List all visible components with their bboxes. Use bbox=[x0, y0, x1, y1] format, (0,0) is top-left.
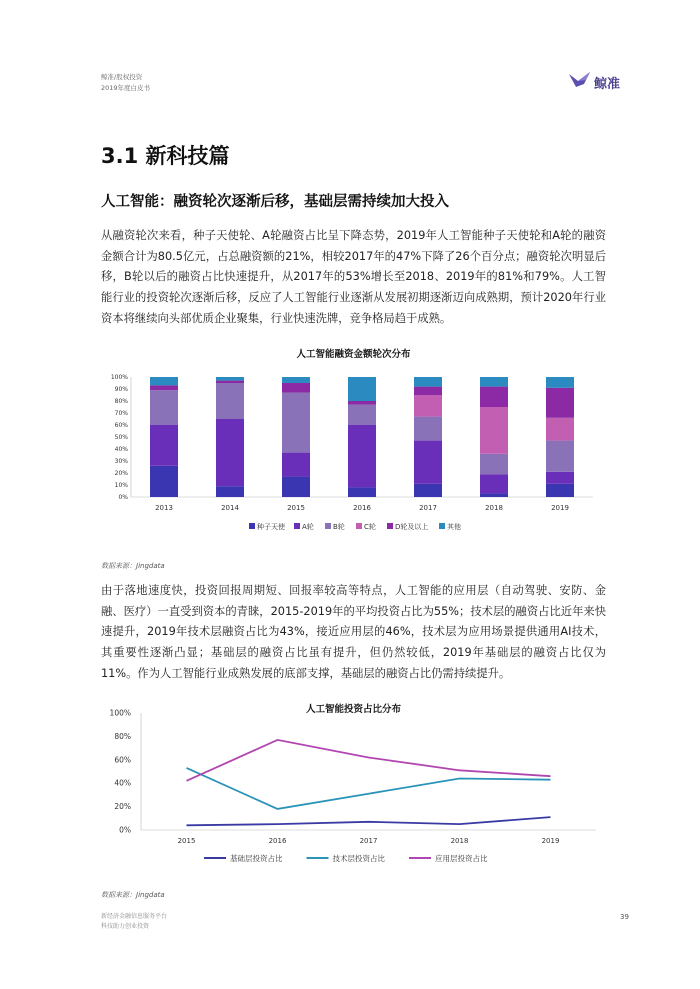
bar-segment bbox=[546, 377, 574, 388]
bar-segment bbox=[216, 419, 244, 486]
logo-text: 鲸准 bbox=[594, 77, 621, 92]
page-number: 39 bbox=[620, 913, 629, 921]
document-header bbox=[101, 72, 150, 94]
y-tick-label: 80% bbox=[114, 731, 131, 741]
bar-segment bbox=[414, 387, 442, 395]
footer bbox=[101, 912, 167, 932]
legend-label: 应用层投资占比 bbox=[435, 854, 488, 863]
x-tick-label: 2015 bbox=[287, 504, 305, 512]
legend-label: A轮 bbox=[302, 523, 314, 531]
chart1-title: 人工智能融资金额轮次分布 bbox=[296, 349, 411, 360]
series-line-tech bbox=[187, 768, 551, 809]
bar-segment bbox=[150, 425, 178, 466]
bar-segment bbox=[414, 417, 442, 441]
source-note-1: 数据来源：Jingdata bbox=[101, 562, 165, 570]
bar-segment bbox=[414, 484, 442, 497]
bar-segment bbox=[282, 377, 310, 383]
y-tick-label: 30% bbox=[114, 458, 128, 466]
legend-swatch bbox=[356, 523, 362, 529]
bar-segment bbox=[216, 377, 244, 381]
y-tick-label: 20% bbox=[114, 802, 131, 812]
sub-title: 人工智能：融资轮次逐渐后移，基础层需持续加大投入 bbox=[101, 194, 449, 210]
y-tick-label: 0% bbox=[118, 494, 128, 502]
paragraph-2: 由于落地速度快，投资回报周期短、回报率较高等特点，人工智能的应用层（自动驾驶、安防、金融、医疗）一直受到资本的青睐，2015-2019年的平均投资占比为55%；技术层的融资占比近年来快速提升，2019年技术层融资占比为43%，接近应用层的46%，技术层为应用场景提供通用AI技术，其重要性逐渐凸显；基础层的融资占比虽有提升，但仍然较低，2019年基础层的融资占比仅为11%。作为人工智能行业成熟发展的底部支撑，基础层的融资占比仍需持续提升。 bbox=[101, 584, 606, 680]
legend-label: 技术层投资占比 bbox=[332, 854, 385, 863]
x-tick-label: 2015 bbox=[177, 837, 196, 845]
chart2-title: 人工智能投资占比分布 bbox=[305, 704, 401, 715]
legend-swatch bbox=[249, 523, 255, 529]
y-tick-label: 100% bbox=[109, 708, 131, 718]
y-tick-label: 40% bbox=[114, 778, 131, 788]
section-title: 3.1 新科技篇 bbox=[101, 144, 230, 168]
bar-segment bbox=[150, 390, 178, 425]
bar-segment bbox=[150, 377, 178, 385]
legend-swatch bbox=[325, 523, 331, 529]
footer-line-1: 新经济金融信息服务平台 bbox=[101, 913, 168, 920]
bar-segment bbox=[348, 405, 376, 425]
y-tick-label: 20% bbox=[114, 470, 128, 478]
bar-segment bbox=[282, 393, 310, 453]
x-tick-label: 2017 bbox=[419, 504, 437, 512]
bar-segment bbox=[348, 401, 376, 405]
bar-segment bbox=[414, 441, 442, 484]
x-tick-label: 2018 bbox=[485, 504, 503, 512]
bar-segment bbox=[282, 383, 310, 393]
bar-segment bbox=[546, 441, 574, 472]
bar-segment bbox=[216, 383, 244, 419]
brand-logo bbox=[568, 70, 638, 96]
legend-label: B轮 bbox=[333, 523, 345, 531]
bar-segment bbox=[150, 466, 178, 497]
legend-label: D轮及以上 bbox=[395, 523, 429, 531]
legend-swatch bbox=[439, 523, 445, 529]
header-line-1: 鲸准/股权投资 bbox=[101, 73, 143, 81]
legend-swatch bbox=[387, 523, 393, 529]
bar-segment bbox=[480, 407, 508, 454]
bar-segment bbox=[546, 472, 574, 484]
x-tick-label: 2014 bbox=[221, 504, 239, 512]
legend-label: 其他 bbox=[447, 523, 461, 531]
x-tick-label: 2013 bbox=[155, 504, 173, 512]
paragraph-1: 从融资轮次来看，种子天使轮、A轮融资占比呈下降态势，2019年人工智能种子天使轮和A轮的融资金额合计为80.5亿元，占总融资额的21%，相较2017年的47%下降了26个百分点；融资轮次明显后移，B轮以后的融资占比快速提升，从2017年的53%增长至2018、2019年的81%和79%。人工智能行业的投资轮次逐渐后移，反应了人工智能行业逐渐从发展初期逐渐迈向成熟期，预计2020年行业资本将继续向头部优质企业聚集，行业快速洗牌，竞争格局趋于成熟。 bbox=[101, 229, 606, 325]
bar-segment bbox=[546, 418, 574, 441]
legend-label: 基础层投资占比 bbox=[230, 854, 283, 863]
y-tick-label: 50% bbox=[114, 434, 128, 442]
x-tick-label: 2019 bbox=[551, 504, 569, 512]
bar-segment bbox=[414, 395, 442, 417]
legend-swatch bbox=[294, 523, 300, 529]
legend-label: 种子天使 bbox=[257, 523, 285, 531]
series-line-app bbox=[187, 740, 551, 781]
bar-segment bbox=[348, 425, 376, 487]
whale-logo-icon bbox=[568, 70, 592, 90]
bar-segment bbox=[150, 385, 178, 390]
y-tick-label: 100% bbox=[110, 374, 128, 382]
bar-segment bbox=[348, 377, 376, 401]
x-tick-label: 2016 bbox=[268, 837, 287, 845]
line-chart bbox=[101, 705, 606, 875]
bar-segment bbox=[546, 484, 574, 497]
bar-segment bbox=[282, 477, 310, 497]
series-line-basic bbox=[187, 817, 551, 825]
x-tick-label: 2018 bbox=[450, 837, 469, 845]
bar-segment bbox=[282, 453, 310, 477]
bar-segment bbox=[546, 388, 574, 418]
y-tick-label: 90% bbox=[114, 386, 128, 394]
y-tick-label: 0% bbox=[119, 825, 131, 835]
y-tick-label: 10% bbox=[114, 482, 128, 490]
bar-segment bbox=[216, 486, 244, 497]
bar-segment bbox=[414, 377, 442, 387]
y-tick-label: 40% bbox=[114, 446, 128, 454]
bar-segment bbox=[480, 493, 508, 497]
bar-segment bbox=[480, 377, 508, 387]
bar-segment bbox=[348, 487, 376, 497]
stacked-bar-chart bbox=[101, 366, 606, 546]
legend-label: C轮 bbox=[364, 523, 376, 531]
x-tick-label: 2017 bbox=[359, 837, 378, 845]
bar-segment bbox=[480, 454, 508, 474]
x-tick-label: 2016 bbox=[353, 504, 371, 512]
footer-line-2: 科技助力创业投资 bbox=[101, 923, 150, 930]
y-tick-label: 60% bbox=[114, 422, 128, 430]
bar-segment bbox=[216, 381, 244, 383]
x-tick-label: 2019 bbox=[541, 837, 560, 845]
source-note-2: 数据来源：Jingdata bbox=[101, 891, 165, 899]
y-tick-label: 70% bbox=[114, 410, 128, 418]
bar-segment bbox=[480, 474, 508, 493]
bar-segment bbox=[480, 387, 508, 407]
y-tick-label: 80% bbox=[114, 398, 128, 406]
y-tick-label: 60% bbox=[114, 755, 131, 765]
header-line-2: 2019年度白皮书 bbox=[101, 84, 151, 92]
